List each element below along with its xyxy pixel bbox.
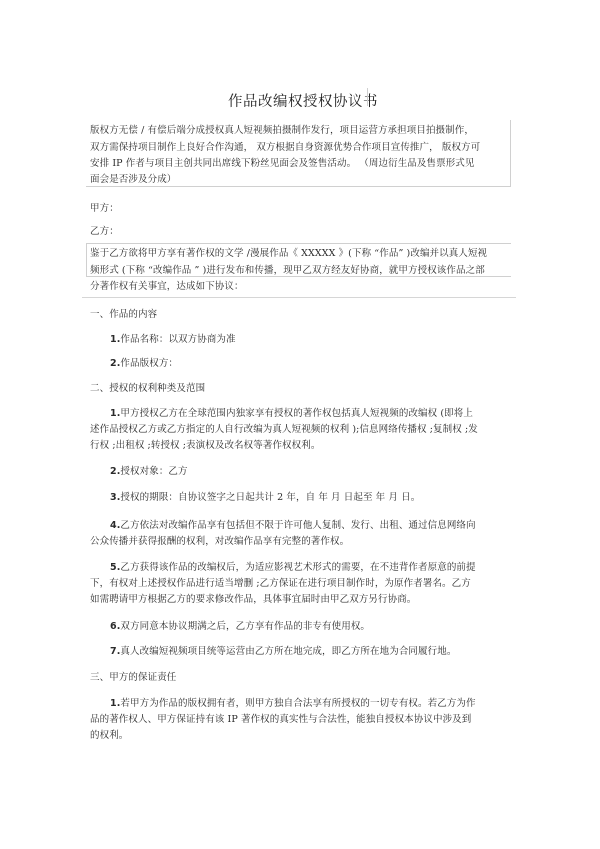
recital-line-3: 分著作权有关事宜，达成如下协议： [90,281,244,292]
intro-line-2: 双方需保持项目制作上良好合作沟通， 双方根据自身资源优势合作项目宣传推广， 版权方可 [90,142,481,153]
section-2-item-2: 2.授权对象：乙方 [110,466,188,477]
section-2-item-1-line-1: 1.甲方授权乙方在全球范围内独家享有授权的著作权包括真人短视频的改编权 (即将上 [110,408,473,419]
section-1-item-1: 1.作品名称：以双方协商为准 [110,334,236,345]
section-3-heading: 三、甲方的保证责任 [90,672,177,683]
intro-line-3: 安排 IP 作者与项目主创共同出席线下粉丝见面会及签售活动。 （周边衍生品及售票形式见 [90,158,475,169]
section-1-heading: 一、作品的内容 [90,309,158,320]
section-3-item-1-line-3: 的权利。 [90,730,129,741]
section-2-item-3: 3.授权的期限：自协议签字之日起共计 2 年，自 年 月 日起至 年 月 日。 [110,492,421,503]
section-2-item-7: 7.真人改编短视频项目统等运营由乙方所在地完成，即乙方所在地为合同履行地。 [110,646,457,657]
section-3-item-1-line-1: 1.若甲方为作品的版权拥有者，则甲方独自合法享有所授权的一切专有权。若乙方为作 [110,698,476,709]
section-2-item-1-line-3: 行权 ;出租权 ;转授权 ;表演权及改名权等著作权权利。 [90,440,321,451]
title-divider [367,88,368,106]
section-2-item-4-line-2: 公众传播并获得报酬的权利，对改编作品享有完整的著作权。 [90,536,350,547]
section-2-item-1-line-2: 述作品授权乙方或乙方指定的人自行改编为真人短视频的权利 );信息网络传播权 ;复制权 ;发 [90,424,478,435]
recital-line-1: 鉴于乙方欲将甲方享有著作权的文学 /漫展作品《 XXXXX 》(下称 “作品” )改编并以真人短视 [90,248,488,259]
section-2-item-4-line-1: 4.乙方依法对改编作品享有包括但不限于许可他人复制、发行、出租、通过信息网络向 [110,520,476,531]
intro-line-4: 面会是否涉及分成） [90,174,177,185]
recital-line-2: 频形式 (下称 “改编作品 ” )进行发布和传播，现甲乙双方经友好协商，就甲方授权该作品之部 [90,265,485,276]
section-2-item-5-line-3: 如需聘请甲方根据乙方的要求修改作品，具体事宜届时由甲乙双方另行协商。 [90,594,417,605]
intro-line-1: 版权方无偿 / 有偿后端分成授权真人短视频拍摄制作发行，项目运营方承担项目拍摄制作， [90,125,474,136]
section-2-heading: 二、授权的权利种类及范围 [90,383,206,394]
section-3-item-1-line-2: 品的著作权人、甲方保证持有该 IP 著作权的真实性与合法性，能独自授权本协议中涉及到 [90,714,472,725]
section-2-item-5-line-1: 5.乙方获得该作品的改编权后，为适应影视艺术形式的需要，在不违背作者原意的前提 [110,562,476,573]
section-2-item-6: 6.双方同意本协议期满之后，乙方享有作品的非专有使用权。 [110,621,371,632]
document-title: 作品改编权授权协议书 [228,94,378,110]
party-a-label: 甲方： [90,203,119,214]
section-2-item-5-line-2: 下，有权对上述授权作品进行适当增删 ;乙方保证在进行项目制作时，为原作者署名。乙方 [90,578,471,589]
section-divider [82,297,516,298]
party-b-label: 乙方： [90,226,119,237]
section-1-item-2: 2.作品版权方： [110,358,179,369]
